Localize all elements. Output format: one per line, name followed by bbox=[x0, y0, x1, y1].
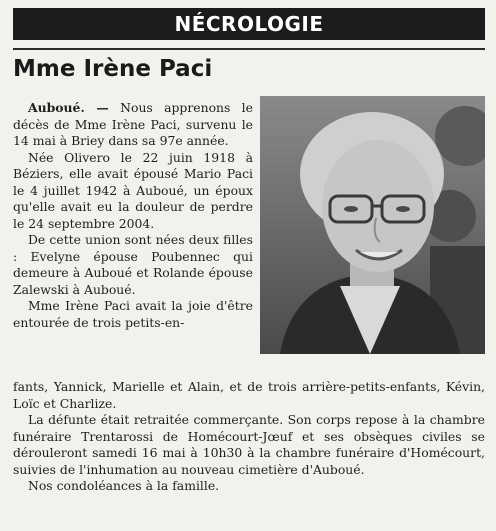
paragraph-funeral: La défunte était retraitée commerçante. Son corps repose à la chambre funéraire Trentarossi de Homécourt-Jœuf et ses obsèques civiles se dérouleront samedi 16 mai à 10h30 à la chambre funéraire d'Homécourt, suivies de l'inhumation au nouveau cimetière d'Auboué. bbox=[13, 412, 485, 477]
title-divider bbox=[13, 48, 485, 50]
paragraph-grandchildren-end: fants, Yannick, Marielle et Alain, et de trois arrière-petits-enfants, Kévin, Loïc et Charlize. bbox=[13, 379, 485, 411]
paragraph-condolences: Nos condoléances à la famille. bbox=[28, 478, 220, 493]
portrait-illustration bbox=[260, 96, 485, 354]
dateline: Auboué. — bbox=[28, 100, 109, 115]
lead-paragraph bbox=[13, 100, 253, 150]
section-title: NÉCROLOGIE bbox=[174, 12, 324, 36]
section-header bbox=[13, 8, 485, 40]
article-body-column bbox=[13, 100, 253, 331]
paragraph-grandchildren-start: Mme Irène Paci avait la joie d'être entourée de trois petits-en- bbox=[13, 298, 253, 330]
paragraph-birth: Née Olivero le 22 juin 1918 à Béziers, elle avait épousé Mario Paci le 4 juillet 1942 à Auboué, un époux qu'elle avait eu la douleur de perdre le 24 septembre 2004. bbox=[13, 149, 253, 231]
paragraph-family: De cette union sont nées deux filles : Evelyne épouse Poubennec qui demeure à Auboué et Rolande épouse Zalewski à Auboué. bbox=[13, 232, 253, 297]
article-title: Mme Irène Paci bbox=[13, 56, 213, 82]
lead-text: Nous apprenons le décès de Mme Irène Paci, survenu le 14 mai à Briey dans sa 97e année. bbox=[13, 100, 253, 148]
portrait-photo bbox=[260, 96, 485, 354]
article-body-wide bbox=[13, 379, 485, 495]
